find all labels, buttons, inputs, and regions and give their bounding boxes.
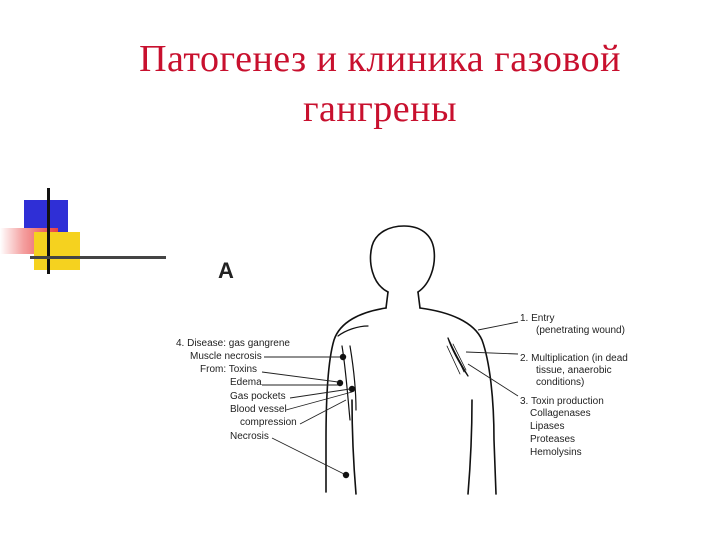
leader-vessel [286, 392, 352, 410]
label-muscle-necrosis: Muscle necrosis [190, 351, 262, 362]
label-compression: compression [240, 417, 297, 428]
label-from-toxins: From: Toxins [200, 364, 258, 375]
lesion-dot-4 [343, 472, 349, 478]
leader-toxins [262, 372, 338, 382]
label-multiplication-detail-1: tissue, anaerobic [536, 365, 612, 376]
slide-title-line2: гангрены [302, 88, 458, 130]
label-entry-detail: (penetrating wound) [536, 325, 625, 336]
lesion-dot-1 [340, 354, 346, 360]
label-lipases: Lipases [530, 421, 565, 432]
head-outline [371, 226, 435, 292]
label-blood-vessel: Blood vessel [230, 404, 287, 415]
neck-outline [386, 292, 388, 308]
label-proteases: Proteases [530, 434, 576, 445]
leader-necrosis [272, 438, 344, 474]
slide-title-line1: Патогенез и клиника газовой [139, 38, 621, 80]
panel-letter: A [218, 258, 234, 283]
label-entry: 1. Entry [520, 313, 555, 324]
label-edema: Edema [230, 377, 262, 388]
label-multiplication-detail-2: conditions) [536, 377, 585, 388]
left-torso-line [352, 400, 356, 494]
right-shoulder-outline [420, 308, 496, 494]
label-gas-pockets: Gas pockets [230, 391, 286, 402]
leader-entry [478, 322, 518, 330]
leader-toxin [468, 364, 518, 396]
label-multiplication: 2. Multiplication (in dead [520, 353, 628, 364]
label-hemolysins: Hemolysins [530, 447, 582, 458]
left-vessel-line-3 [350, 346, 356, 410]
left-vessel-line-1 [338, 326, 368, 336]
leader-compression [300, 400, 346, 424]
leader-multiplication [466, 352, 518, 354]
label-toxin-production: 3. Toxin production [520, 396, 604, 407]
label-necrosis: Necrosis [230, 431, 269, 442]
right-torso-line [468, 400, 472, 494]
neck-outline-right [418, 292, 420, 308]
label-collagenases: Collagenases [530, 408, 591, 419]
leader-gas [290, 389, 350, 398]
label-disease: 4. Disease: gas gangrene [176, 338, 290, 349]
